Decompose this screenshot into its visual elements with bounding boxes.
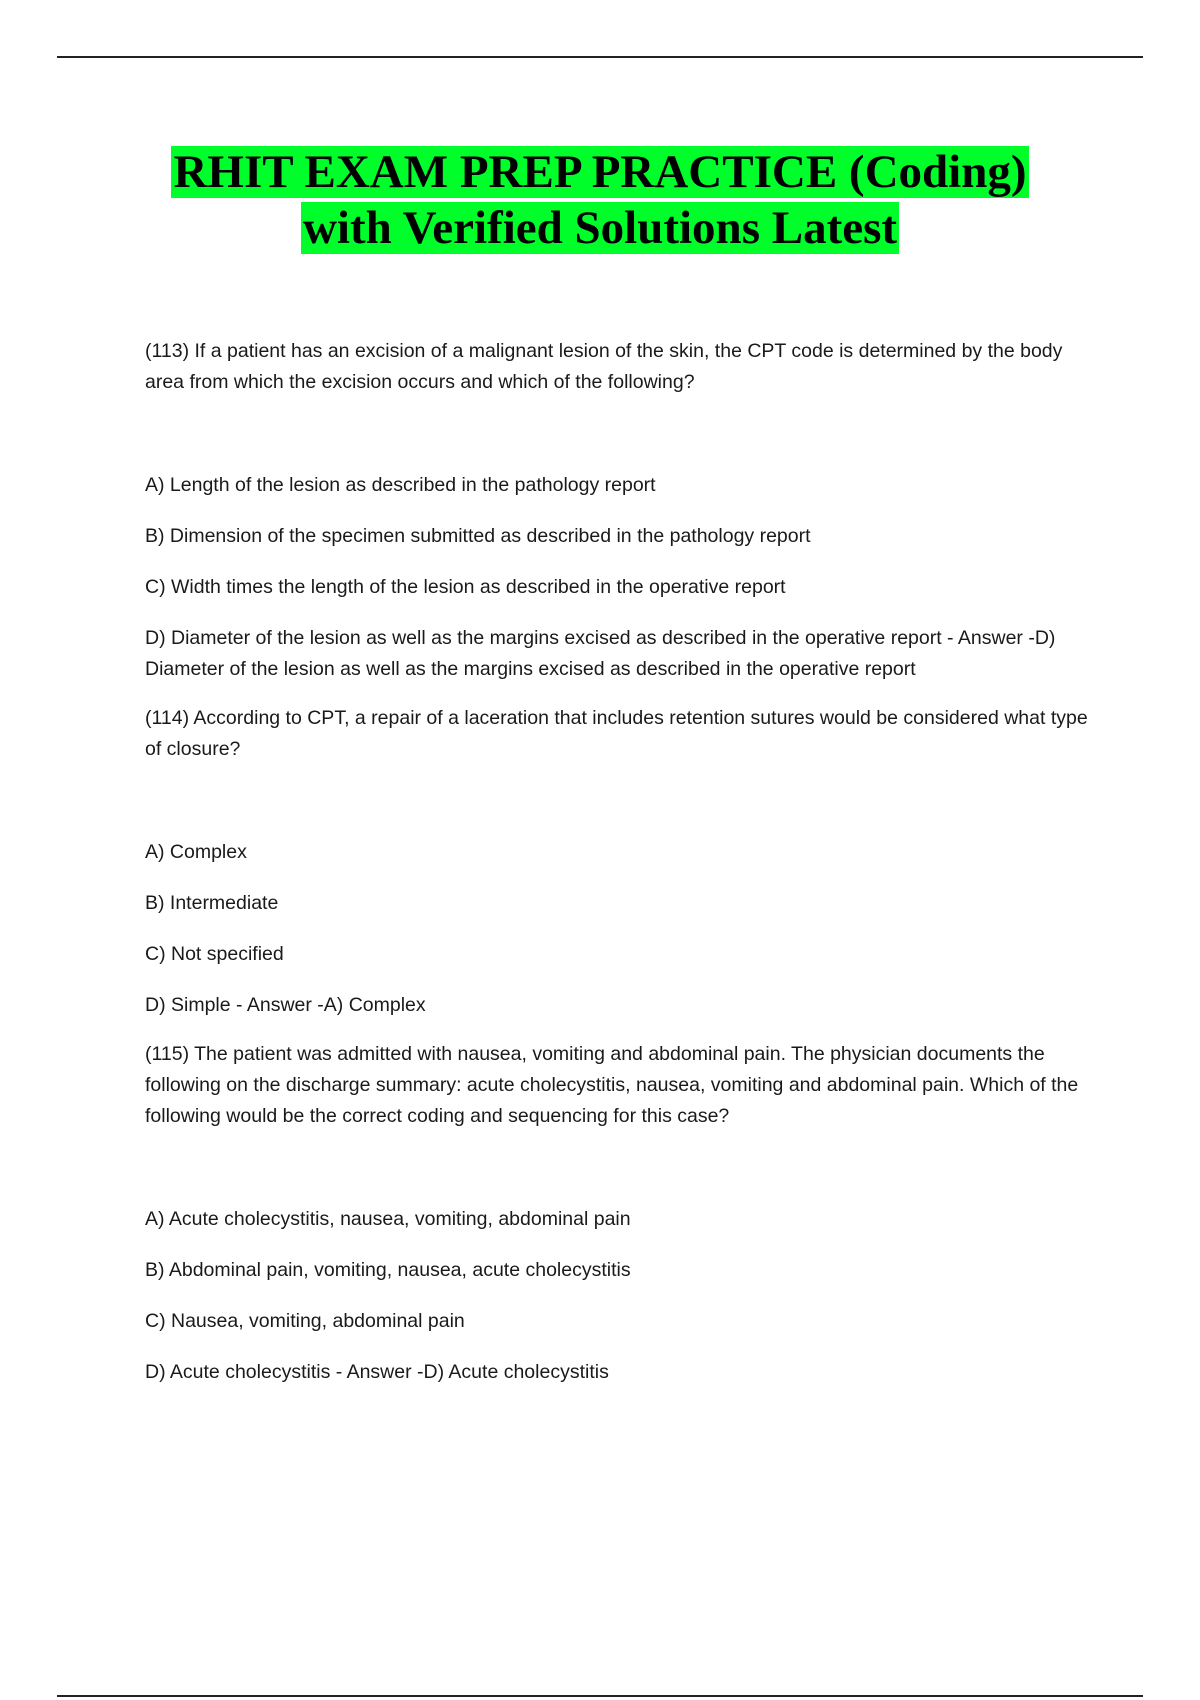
question-text: (115) The patient was admitted with nausea, vomiting and abdominal pain. The physician documents the following on the discharge summary: acute cholecystitis, nausea, vomiting and abdominal pain. Which of the following would be the correct coding and sequencing for this case?: [145, 1043, 1079, 1127]
option-b: B) Dimension of the specimen submitted as described in the pathology report: [145, 525, 811, 547]
option-a: A) Complex: [145, 841, 247, 863]
question-text: (114) According to CPT, a repair of a laceration that includes retention sutures would be considered what type of closure?: [145, 707, 1088, 760]
bottom-rule: [57, 1695, 1143, 1697]
question-115: [145, 1039, 1095, 1388]
question-114: [145, 703, 1095, 1021]
title-line-2: with Verified Solutions Latest: [302, 202, 898, 254]
questions-body: [145, 336, 1095, 1406]
question-113: [145, 336, 1095, 685]
question-text: (113) If a patient has an excision of a malignant lesion of the skin, the CPT code is determined by the body area from which the excision occurs and which of the following?: [145, 340, 1063, 393]
option-d-answer: D) Diameter of the lesion as well as the margins excised as described in the operative report - Answer -D) Diameter of the lesion as well as the margins excised as described in the operative report: [145, 627, 1056, 680]
title-line-1: RHIT EXAM PREP PRACTICE (Coding): [173, 146, 1027, 198]
option-c: C) Nausea, vomiting, abdominal pain: [145, 1310, 465, 1332]
option-a: A) Acute cholecystitis, nausea, vomiting, abdominal pain: [145, 1208, 631, 1230]
option-c: C) Not specified: [145, 943, 284, 965]
option-a: A) Length of the lesion as described in the pathology report: [145, 474, 656, 496]
option-b: B) Abdominal pain, vomiting, nausea, acute cholecystitis: [145, 1259, 631, 1281]
document-title: [0, 144, 1200, 256]
option-b: B) Intermediate: [145, 892, 279, 914]
option-c: C) Width times the length of the lesion as described in the operative report: [145, 576, 786, 598]
option-d-answer: D) Simple - Answer -A) Complex: [145, 994, 426, 1016]
top-rule: [57, 56, 1143, 58]
option-d-answer: D) Acute cholecystitis - Answer -D) Acute cholecystitis: [145, 1361, 609, 1383]
